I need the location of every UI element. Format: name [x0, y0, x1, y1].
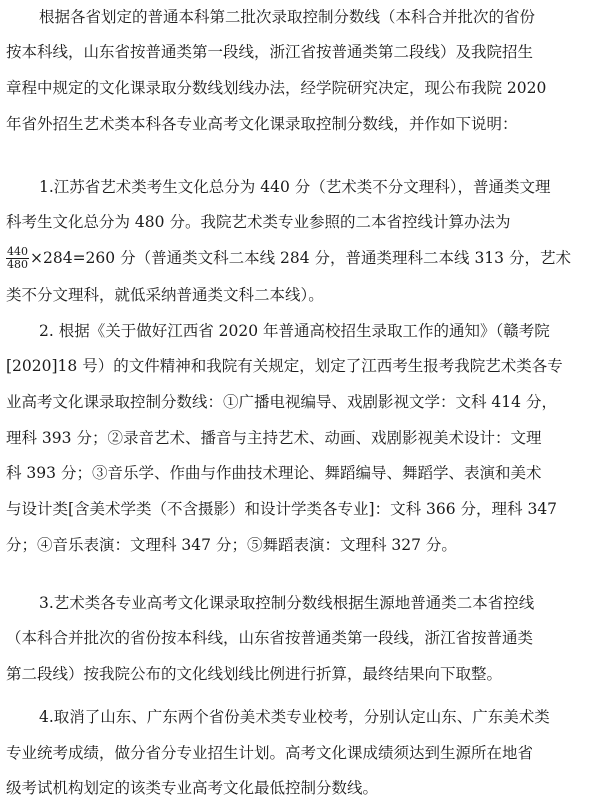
- paragraph-4-line-2: （本科合并批次的省份按本科线，山东省按普通类第一段线，浙江省按普通类: [6, 629, 534, 647]
- paragraph-5-line-2: 专业统考成绩，做分省分专业招生计划。高考文化课成绩须达到生源所在地省: [6, 744, 534, 762]
- paragraph-5-line-1: 4.取消了山东、广东两个省份美术类专业校考，分别认定山东、广东美术类: [39, 708, 550, 726]
- paragraph-4-line-3: 第二段线）按我院公布的文化线划线比例进行折算，最终结果向下取整。: [6, 665, 503, 683]
- paragraph-2-line-2: 科考生文化总分为 480 分。我院艺术类专业参照的二本省控线计算办法为: [6, 213, 511, 231]
- paragraph-1-line-4: 年省外招生艺术类本科各专业高考文化课录取控制分数线，并作如下说明：: [6, 115, 518, 133]
- paragraph-3-line-3: 业高考文化课录取控制分数线：①广播电视编导、戏剧影视文学：文科 414 分，: [6, 393, 557, 411]
- paragraph-4-line-1: 3.艺术类各专业高考文化课录取控制分数线根据生源地普通类二本省控线: [39, 594, 535, 612]
- paragraph-1-line-3: 章程中规定的文化课录取分数线划线办法，经学院研究决定，现公布我院 2020: [6, 79, 547, 97]
- paragraph-5-line-3: 级考试机构划定的该类专业高考文化最低控制分数线。: [6, 779, 379, 797]
- paragraph-3-line-1: 2. 根据《关于做好江西省 2020 年普通高校招生录取工作的通知》（赣考院: [39, 322, 550, 340]
- paragraph-2-fraction-line: [6, 243, 598, 273]
- paragraph-2-line-1: 1.江苏省艺术类考生文化总分为 440 分（艺术类不分文理科），普通类文理: [39, 178, 551, 196]
- paragraph-3-line-2: [2020]18 号）的文件精神和我院有关规定，划定了江西考生报考我院艺术类各专: [6, 357, 563, 375]
- fraction-line-text: ×284=260 分（普通类文科二本线 284 分，普通类理科二本线 313 分，艺术: [30, 249, 571, 267]
- fraction-numerator: 440: [7, 244, 28, 258]
- paragraph-1-line-1: 根据各省划定的普通本科第二批次录取控制分数线（本科合并批次的省份: [39, 8, 536, 26]
- paragraph-3-line-6: 与设计类[含美术学类（不含摄影）和设计学类各专业]：文科 366 分，理科 347: [6, 500, 558, 518]
- fraction: [6, 246, 29, 271]
- paragraph-3-line-4: 理科 393 分；②录音艺术、播音与主持艺术、动画、戏剧影视美术设计：文理: [6, 429, 542, 447]
- paragraph-3-line-5: 科 393 分；③音乐学、作曲与作曲技术理论、舞蹈编导、舞蹈学、表演和美术: [6, 464, 542, 482]
- fraction-denominator: 480: [7, 257, 28, 271]
- paragraph-1-line-2: 按本科线，山东省按普通类第一段线，浙江省按普通类第二段线）及我院招生: [6, 43, 534, 61]
- paragraph-3-line-7: 分；④音乐表演：文理科 347 分；⑤舞蹈表演：文理科 327 分。: [6, 536, 457, 554]
- paragraph-2-line-4: 类不分文理科，就低采纳普通类文科二本线）。: [6, 286, 324, 304]
